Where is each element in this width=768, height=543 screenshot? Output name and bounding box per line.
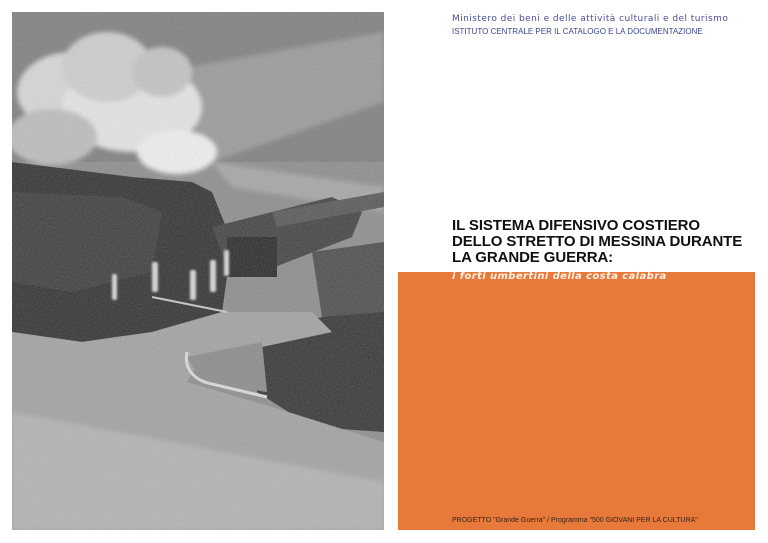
title-line: DELLO STRETTO DI MESSINA DURANTE	[452, 233, 743, 250]
institute-name: ISTITUTO CENTRALE PER IL CATALOGO E LA DOCUMENTAZIONE	[452, 27, 703, 36]
title-line: IL SISTEMA DIFENSIVO COSTIERO	[452, 217, 700, 234]
document-title	[452, 218, 762, 266]
ministry-name: Ministero dei beni e delle attività culturali e del turismo	[452, 14, 729, 24]
fort-gun-firing-photo	[12, 12, 384, 530]
cover-photo	[12, 12, 384, 530]
title-line: LA GRANDE GUERRA:	[452, 249, 614, 266]
document-subtitle: i forti umbertini della costa calabra	[452, 271, 667, 282]
orange-panel	[398, 272, 755, 530]
project-credit: PROGETTO "Grande Guerra" / Programma "500 GIOVANI PER LA CULTURA"	[452, 517, 698, 524]
